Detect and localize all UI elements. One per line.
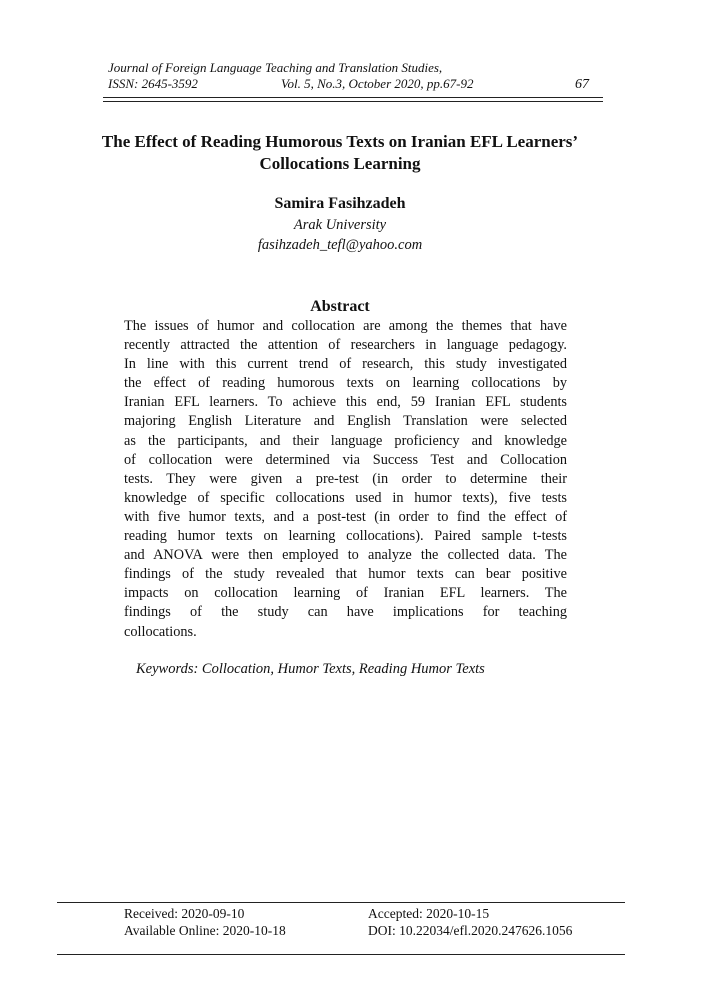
abstract-line: In line with this current trend of research, this study investigated <box>124 356 567 373</box>
journal-name: Journal of Foreign Language Teaching and Translation Studies, <box>108 60 443 75</box>
abstract-line: tests. They were given a pre-test (in order to determine their <box>124 470 567 487</box>
doi: DOI: 10.22034/efl.2020.247626.1056 <box>368 923 573 938</box>
abstract-line: knowledge of specific collocations used in humor texts), five tests <box>124 489 567 506</box>
abstract-line: The issues of humor and collocation are among the themes that have <box>124 318 567 334</box>
abstract-line: reading humor texts on learning collocations). Paired sample t-tests <box>124 528 567 545</box>
footer-top-rule <box>57 902 625 903</box>
abstract-line: impacts on collocation learning of Iranian EFL learners. The <box>124 585 567 602</box>
abstract-line: findings of the study revealed that humor texts can bear positive <box>124 566 567 583</box>
volume-info: Vol. 5, No.3, October 2020, pp.67-92 <box>281 76 474 91</box>
abstract-line: with five humor texts, and a post-test (in order to find the effect of <box>124 508 567 525</box>
abstract-line: Iranian EFL learners. To achieve this end, 59 Iranian EFL students <box>124 394 567 411</box>
abstract-line: collocations. <box>124 623 197 640</box>
abstract-line: of collocation were determined via Success Test and Collocation <box>124 451 567 468</box>
abstract-line: recently attracted the attention of researchers in language pedagogy. <box>124 337 567 354</box>
abstract-body <box>124 317 567 642</box>
abstract-line: majoring English Literature and English Translation were selected <box>124 413 567 430</box>
author-affiliation: Arak University <box>293 217 387 233</box>
paper-title-line-2: Collocations Learning <box>259 154 421 173</box>
author-email: fasihzadeh_tefl@yahoo.com <box>257 237 423 253</box>
author-name: Samira Fasihzadeh <box>274 195 406 212</box>
header-rule <box>103 97 603 102</box>
abstract-line: and ANOVA were then employed to analyze the collected data. The <box>124 547 567 564</box>
abstract-line: as the participants, and their language proficiency and knowledge <box>124 432 567 449</box>
issn: ISSN: 2645-3592 <box>108 76 198 91</box>
footer-bottom-rule <box>57 954 625 955</box>
abstract-line: the effect of reading humorous texts on learning collocations by <box>124 375 567 392</box>
abstract-line: findings of the study can have implications for teaching <box>124 604 567 621</box>
received-date: Received: 2020-09-10 <box>124 906 245 921</box>
accepted-date: Accepted: 2020-10-15 <box>368 906 490 921</box>
page-number: 67 <box>575 77 589 92</box>
abstract-heading: Abstract <box>310 298 370 315</box>
available-online-date: Available Online: 2020-10-18 <box>124 923 286 938</box>
paper-title-line-1: The Effect of Reading Humorous Texts on Iranian EFL Learners’ <box>101 132 579 151</box>
keywords: Keywords: Collocation, Humor Texts, Reading Humor Texts <box>136 661 485 677</box>
